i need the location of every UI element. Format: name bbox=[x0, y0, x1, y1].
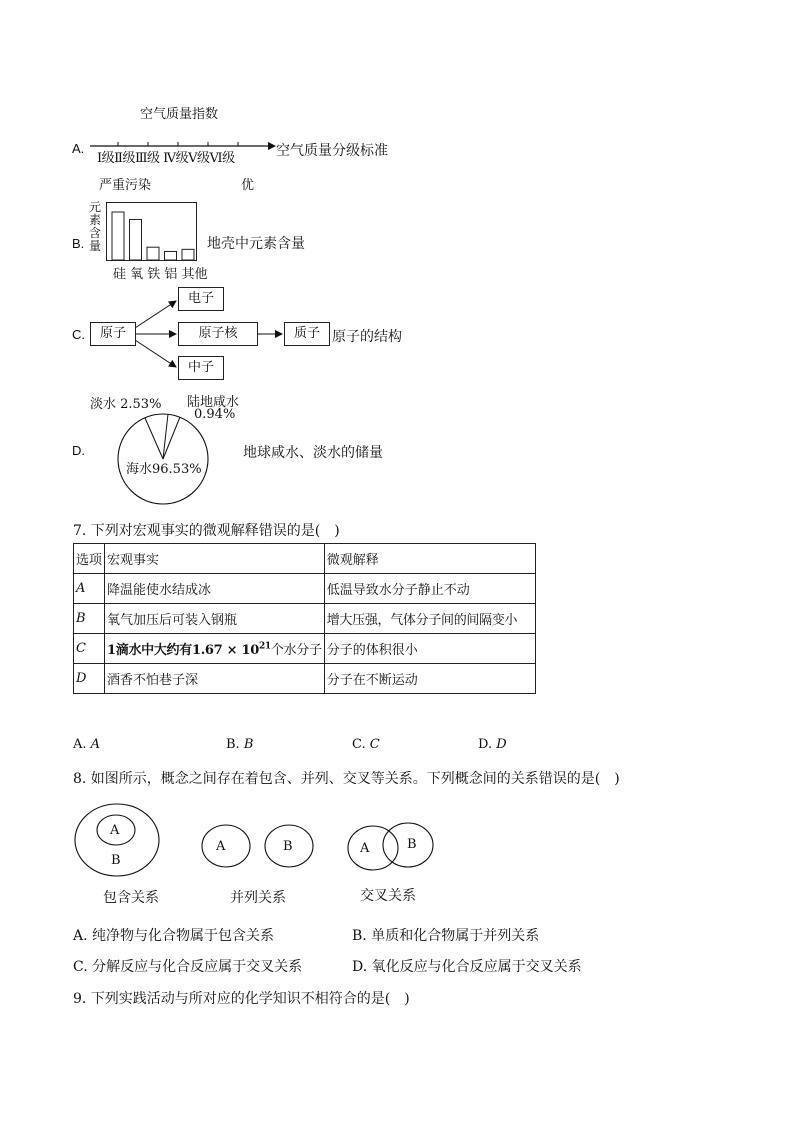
table-row bbox=[74, 604, 536, 634]
fact-text: 1滴水中大约有1.67 × 10 bbox=[107, 643, 259, 658]
intersection-b-label: B bbox=[407, 837, 417, 852]
opt-c-title: 原子的结构 bbox=[332, 329, 402, 345]
proton-box: 质子 bbox=[284, 322, 330, 346]
header-cell: 宏观事实 bbox=[105, 544, 325, 574]
q8-choice-a[interactable]: A. 纯净物与化合物属于包含关系 bbox=[73, 928, 275, 944]
ylabel-char: 含 bbox=[89, 226, 102, 240]
parallel-a-label: A bbox=[216, 839, 226, 854]
q8-choice-c[interactable]: C. 分解反应与化合反应属于交叉关系 bbox=[73, 959, 303, 975]
q7-choice-c[interactable] bbox=[352, 737, 380, 752]
fact-text-end: 个水分子 bbox=[270, 643, 322, 658]
opt-d-seawater-label: 海水96.53% bbox=[126, 462, 202, 477]
q7-choice-b[interactable] bbox=[226, 737, 253, 752]
q8-choice-d[interactable]: D. 氧化反应与化合反应属于交叉关系 bbox=[352, 959, 582, 975]
table-header-row bbox=[74, 544, 536, 574]
choice-label: A. bbox=[73, 737, 87, 752]
row-fact bbox=[105, 634, 325, 664]
q7-question: 7. 下列对宏观事实的微观解释错误的是( ) bbox=[73, 523, 340, 539]
row-option: A bbox=[74, 574, 105, 604]
parallel-b-label: B bbox=[283, 839, 293, 854]
ylabel-char: 量 bbox=[89, 239, 102, 253]
atom-box: 原子 bbox=[90, 322, 136, 346]
q9-question: 9. 下列实践活动与所对应的化学知识不相符合的是( ) bbox=[73, 991, 410, 1007]
opt-b-letter: B. bbox=[72, 236, 85, 251]
bar-铝 bbox=[165, 251, 177, 260]
opt-b-bar-chart bbox=[106, 202, 198, 262]
q8-question: 8. 如图所示，概念之间存在着包含、并列、交叉等关系。下列概念间的关系错误的是( ) bbox=[73, 771, 620, 787]
opt-a-tick-labels: Ⅰ级Ⅱ级Ⅲ级 Ⅳ级Ⅴ级Ⅵ级 bbox=[97, 151, 235, 166]
header-cell: 选项 bbox=[74, 544, 105, 574]
q7-choice-d[interactable] bbox=[478, 737, 507, 752]
opt-d-title: 地球咸水、淡水的储量 bbox=[243, 445, 383, 461]
table-row bbox=[74, 574, 536, 604]
bar-其他 bbox=[182, 249, 194, 260]
choice-label: D. bbox=[478, 737, 493, 752]
opt-a-top-label: 空气质量指数 bbox=[140, 107, 219, 122]
row-option: D bbox=[74, 664, 105, 694]
opt-d-landsalt-label: 陆地咸水 bbox=[187, 395, 240, 410]
choice-value: B bbox=[243, 737, 254, 752]
table-row bbox=[74, 634, 536, 664]
table-row bbox=[74, 664, 536, 694]
choice-label: B. bbox=[226, 737, 240, 752]
bar-氧 bbox=[130, 219, 142, 260]
row-option: C bbox=[74, 634, 105, 664]
q8-choice-b[interactable]: B. 单质和化合物属于并列关系 bbox=[352, 928, 540, 944]
inclusion-a-label: A bbox=[110, 823, 120, 838]
neutron-box: 中子 bbox=[178, 356, 224, 380]
opt-a-left-end: 严重污染 bbox=[99, 178, 152, 193]
row-explanation: 低温导致水分子静止不动 bbox=[324, 574, 535, 604]
opt-b-title: 地壳中元素含量 bbox=[207, 236, 305, 252]
row-fact: 降温能使水结成冰 bbox=[105, 574, 325, 604]
bar-铁 bbox=[147, 247, 159, 260]
nucleus-box: 原子核 bbox=[178, 322, 258, 346]
choice-value: C bbox=[369, 737, 380, 752]
exponent: 21 bbox=[258, 641, 271, 652]
opt-a-letter: A. bbox=[72, 141, 85, 156]
row-explanation: 分子的体积很小 bbox=[324, 634, 535, 664]
inclusion-b-label: B bbox=[111, 853, 121, 868]
opt-a-right-end: 优 bbox=[241, 178, 255, 193]
opt-a-axis-title: 空气质量分级标准 bbox=[276, 143, 388, 159]
opt-c-letter: C. bbox=[72, 327, 85, 342]
caption-parallel: 并列关系 bbox=[230, 890, 286, 906]
row-option: B bbox=[74, 604, 105, 634]
row-fact: 酒香不怕巷子深 bbox=[105, 664, 325, 694]
opt-b-ylabel bbox=[89, 201, 103, 253]
caption-intersection: 交叉关系 bbox=[360, 888, 416, 904]
row-explanation: 分子在不断运动 bbox=[324, 664, 535, 694]
ylabel-char: 元 bbox=[89, 200, 102, 214]
intersection-a-label: A bbox=[360, 841, 370, 856]
row-explanation: 增大压强，气体分子间的间隔变小 bbox=[324, 604, 535, 634]
opt-d-landsalt-pct: 0.94% bbox=[194, 407, 236, 422]
opt-d-letter: D. bbox=[72, 443, 85, 458]
q7-choice-a[interactable] bbox=[73, 737, 100, 752]
choice-value: D bbox=[496, 737, 507, 752]
electron-box: 电子 bbox=[178, 287, 224, 311]
caption-inclusion: 包含关系 bbox=[103, 890, 159, 906]
opt-d-freshwater-label: 淡水 2.53% bbox=[90, 397, 162, 412]
row-fact: 氧气加压后可装入钢瓶 bbox=[105, 604, 325, 634]
choice-value: A bbox=[90, 737, 101, 752]
header-cell: 微观解释 bbox=[324, 544, 535, 574]
choice-label: C. bbox=[352, 737, 366, 752]
opt-b-categories: 硅 氧 铁 铝 其他 bbox=[113, 267, 208, 282]
q7-table bbox=[73, 543, 536, 694]
ylabel-char: 素 bbox=[89, 213, 102, 227]
bar-硅 bbox=[112, 212, 124, 260]
